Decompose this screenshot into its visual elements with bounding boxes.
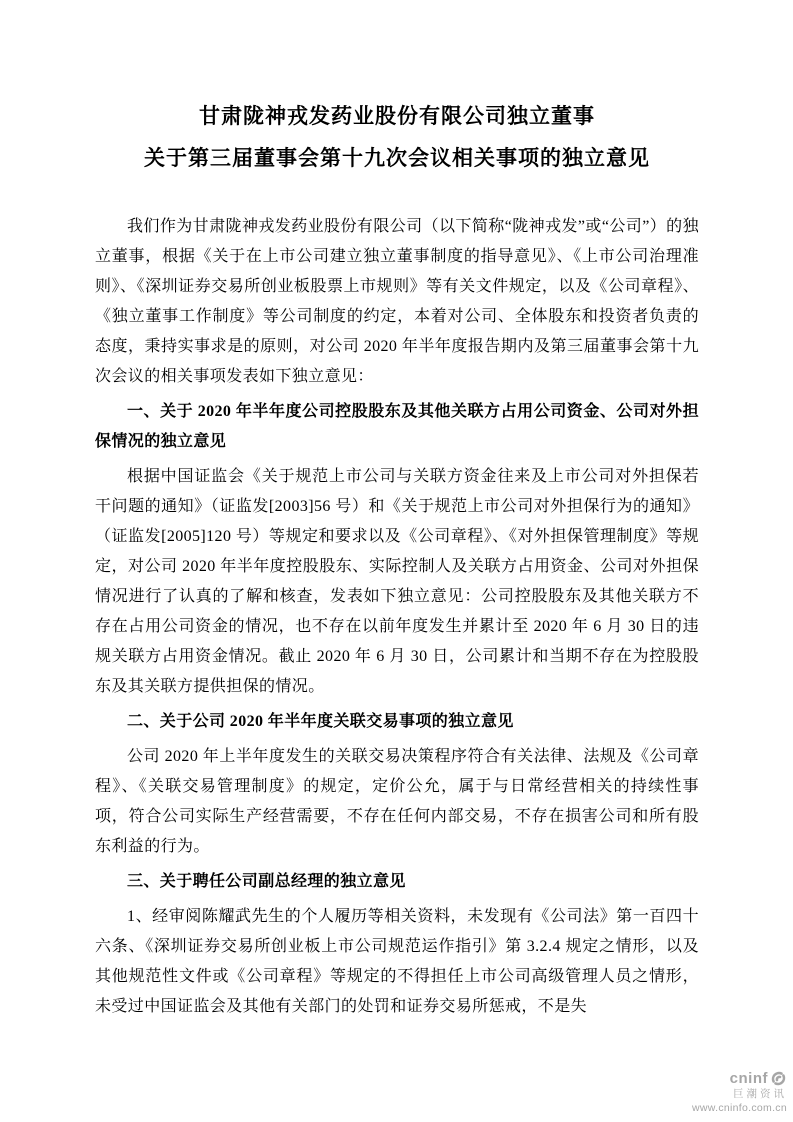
title-line-2: 关于第三届董事会第十九次会议相关事项的独立意见 (144, 146, 650, 170)
document-page (95, 95, 699, 1022)
body-paragraph: 我们作为甘肃陇神戎发药业股份有限公司（以下简称“陇神戎发”或“公司”）的独立董事，根据《关于在上市公司建立独立董事制度的指导意见》、《上市公司治理准则》、《深圳证券交易所创业板股票上市规则》等有关文件规定，以及《公司章程》、《独立董事工作制度》等公司制度的约定，本着对公司、全体股东和投资者负责的态度，秉持实事求是的原则，对公司 2020 年半年度报告期内及第三届董事会第十九次会议的相关事项发表如下独立意见： (95, 218, 699, 385)
body-paragraph: 公司 2020 年上半年度发生的关联交易决策程序符合有关法律、法规及《公司章程》、《关联交易管理制度》的规定，定价公允，属于与日常经营相关的持续性事项，符合公司实际生产经营需要，不存在任何内部交易，不存在损害公司和所有股东利益的行为。 (95, 748, 699, 855)
section-heading: 一、关于 2020 年半年度公司控股股东及其他关联方占用公司资金、公司对外担保情况的独立意见 (95, 403, 699, 450)
section-heading: 三、关于聘任公司副总经理的独立意见 (127, 873, 406, 890)
cninfo-url: www.cninfo.com.cn (692, 1101, 787, 1114)
cninfo-watermark (692, 1070, 787, 1114)
section-heading: 二、关于公司 2020 年半年度关联交易事项的独立意见 (127, 713, 514, 730)
cninfo-brand-cn: 巨潮资讯 (733, 1087, 787, 1100)
document-body (95, 212, 699, 1022)
document-title (95, 95, 699, 179)
cninfo-logo (692, 1070, 787, 1087)
body-paragraph: 1、经审阅陈耀武先生的个人履历等相关资料，未发现有《公司法》第一百四十六条、《深圳证券交易所创业板上市公司规范运作指引》第 3.2.4 规定之情形，以及其他规范性文件或《公司章程》等规定的不得担任上市公司高级管理人员之情形，未受过中国证监会及其他有关部门的处罚和证券交易所惩戒，不是失 (95, 908, 699, 1015)
cninfo-swirl-icon (770, 1070, 787, 1087)
title-line-1: 甘肃陇神戎发药业股份有限公司独立董事 (199, 104, 595, 128)
body-paragraph: 根据中国证监会《关于规范上市公司与关联方资金往来及上市公司对外担保若干问题的通知》（证监发[2003]56 号）和《关于规范上市公司对外担保行为的通知》（证监发[2005]120 号）等规定和要求以及《公司章程》、《对外担保管理制度》等规定，对公司 2020 年半年度控股股东、实际控制人及关联方占用资金、公司对外担保情况进行了认真的了解和核查，发表如下独立意见：公司控股股东及其他关联方不存在占用公司资金的情况，也不存在以前年度发生并累计至 2020 年 6 月 30 日的违规关联方占用资金情况。截止 2020 年 6 月 30 日，公司累计和当期不存在为控股股东及其关联方提供担保的情况。 (95, 468, 699, 695)
cninfo-logo-text: cninf (729, 1069, 768, 1087)
